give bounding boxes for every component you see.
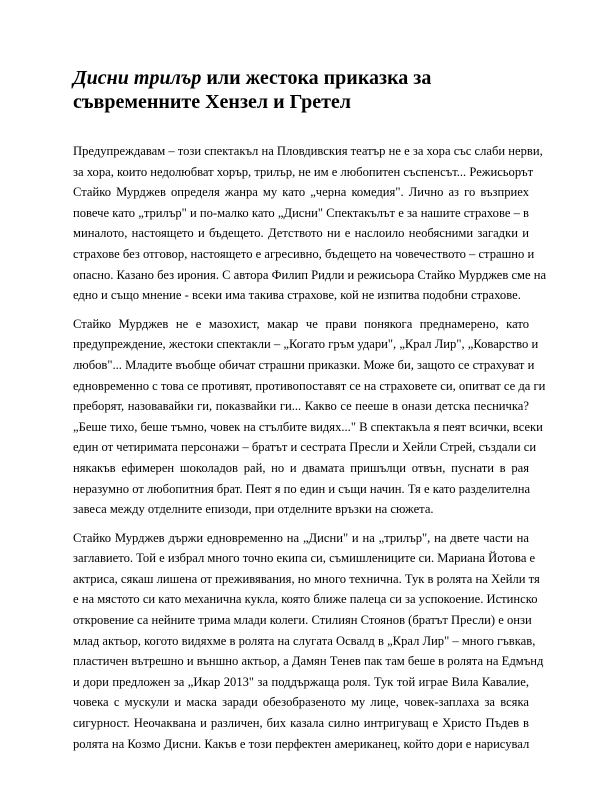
paragraph-line: и дори предложен за „Икар 2013" за поддържаща роля. Тук той играе Вила Кавалие, <box>73 674 529 689</box>
paragraph-line: за хора, които недолюбват хорър, трилър, не им е любопитен съспенсът... Режисьорът <box>73 164 534 179</box>
paragraph-line: ролята на Козмо Дисни. Какъв е този перфектен американец, който дори е нарисувал <box>73 736 530 751</box>
body-paragraph <box>73 141 547 306</box>
paragraph-line: заглавието. Той е избрал много точно екипа си, съмишлениците си. Мариана Йотова е <box>73 551 536 566</box>
body-paragraph <box>73 314 546 520</box>
paragraph-line: Стайко Мурджев определя жанра му като „черна комедия". Лично аз го възприех <box>73 185 529 200</box>
article-title-rest: или жестока приказка за съвременните Хензел и Гретел <box>73 67 432 113</box>
paragraph-line: актриса, сякаш лишена от преживявания, но много технична. Тук в ролята на Хейли тя <box>73 571 540 586</box>
paragraph-line: предупреждение, жестоки спектакли – „Когато гръм удари", „Крал Лир", „Коварство и <box>73 337 539 352</box>
paragraph-line: пластичен вътрешно и външно актьор, а Дамян Тенев пак там беше в ролята на Едмънд <box>73 654 544 669</box>
paragraph-line: Стайко Мурджев държи едновременно на „Дисни" и на „трилър", на двете части на <box>73 530 529 545</box>
paragraph-line: повече като „трилър" и по-малко като „Дисни" Спектакълът е за нашите страхове – в <box>73 205 529 220</box>
paragraph-line: откровение са нейните трима млади колеги. Стилиян Стоянов (братът Пресли) е онзи <box>73 613 532 628</box>
paragraph-line: миналото, настоящето и бъдещето. Детството ни е наслоило необясними загадки и <box>73 226 529 241</box>
paragraph-line: един от четиримата персонажи – братът и сестрата Пресли и Хейли Стрей, създали си <box>73 440 537 455</box>
paragraph-line: преборят, назовавайки ги, показвайки ги... Какво се пееше в онази детска песничка? <box>73 399 529 414</box>
article-title <box>73 66 533 114</box>
paragraph-line: страхове без отговор, настоящето е агресивно, бъдещето на човечеството – страшно и <box>73 246 535 261</box>
article-body <box>73 141 547 762</box>
paragraph-line: едно и също мнение - всеки има такива страхове, кой не изпитва подобни страхове. <box>73 288 521 303</box>
body-paragraph <box>73 528 544 755</box>
paragraph-line: сигурност. Неочаквана и различен, бих казала силно интригуващ е Христо Пъдев в <box>73 716 529 731</box>
paragraph-line: млад актьор, когото видяхме в ролята на слугата Освалд в „Крал Лир" – много гъвкав, <box>73 633 536 648</box>
paragraph-line: някакъв ефимерен шоколадов рай, но и двамата пришълци отвън, пуснати в рая <box>73 460 529 475</box>
paragraph-line: завеса между отделните епизоди, при отделните връзки на сюжета. <box>73 502 434 517</box>
paragraph-line: любов"... Младите въобще обичат страшни приказки. Може би, защото се страхуват и <box>73 357 535 372</box>
paragraph-line: Предупреждавам – този спектакъл на Пловдивския театър не е за хора със слаби нерви, <box>73 144 543 158</box>
paragraph-line: Стайко Мурджев не е мазохист, макар че прави понякога преднамерено, като <box>73 316 529 331</box>
paragraph-line: опасно. Казано без ирония. С автора Филип Ридли и режисьора Стайко Мурджев сме на <box>73 267 547 282</box>
paragraph-line: „Беше тихо, беше тъмно, човек на стълбите видях..." В спектакъла я пеят всички, всеки <box>73 419 543 434</box>
paragraph-line: е на мястото си като механична кукла, която ближе палеца си за успокоение. Истинско <box>73 592 538 607</box>
paragraph-line: едновременно с това се противят, противопоставят се на страховете си, опитват се да ги <box>73 378 546 393</box>
paragraph-line: човека с мускули и маска заради обезобразеното му лице, човек-заплаха за всяка <box>73 695 529 710</box>
paragraph-line: неразумно от любопитния брат. Пеят я по един и същи начин. Тя е като разделителна <box>73 481 531 496</box>
article-title-italic: Дисни трилър <box>73 67 202 89</box>
